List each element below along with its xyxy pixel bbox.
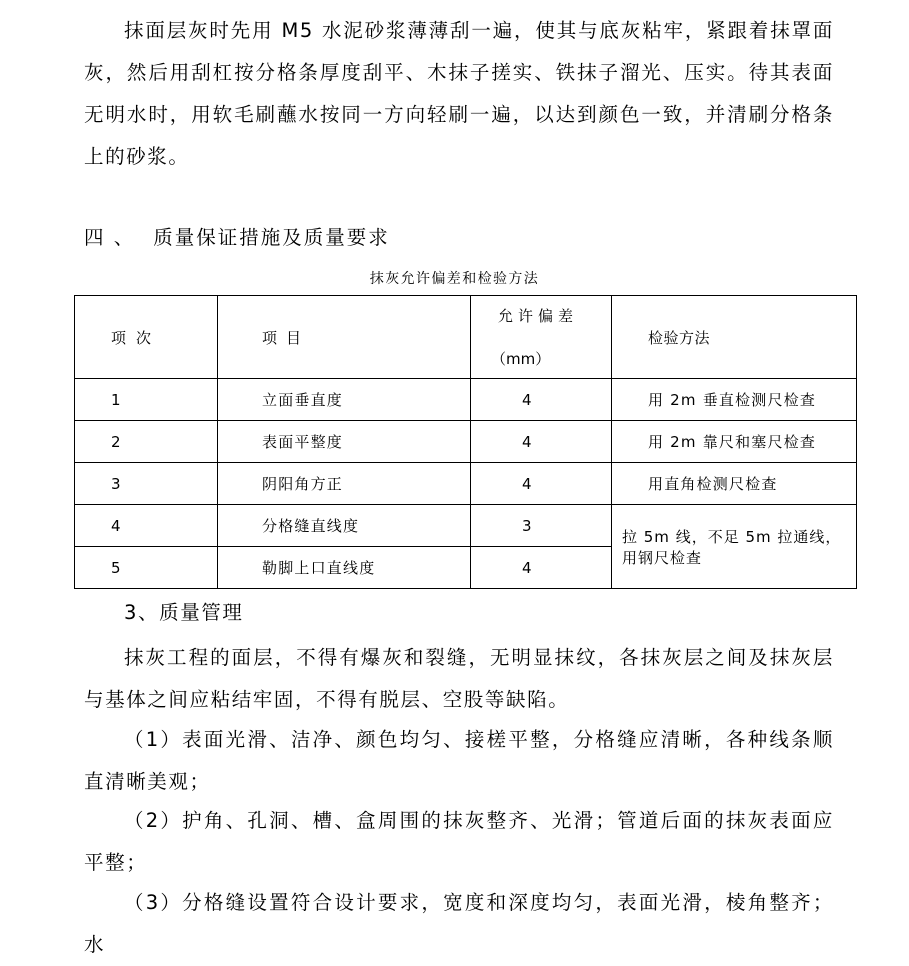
section-number: 四 、 — [84, 226, 136, 249]
row-no: 5 — [75, 547, 218, 589]
row-item: 阴阳角方正 — [218, 463, 471, 505]
row-method: 用 2m 垂直检测尺检查 — [612, 379, 857, 421]
table-row — [75, 505, 857, 547]
row-item: 分格缝直线度 — [218, 505, 471, 547]
table-header-row — [75, 296, 857, 379]
row-deviation: 4 — [471, 547, 612, 589]
row-deviation: 4 — [471, 379, 612, 421]
table-row — [75, 379, 857, 421]
header-deviation-unit: （mm） — [491, 350, 551, 368]
row-method: 用 2m 靠尺和塞尺检查 — [612, 421, 857, 463]
tolerance-table — [74, 295, 857, 589]
table-row — [75, 421, 857, 463]
header-item: 项目 — [218, 296, 471, 379]
row-deviation: 4 — [471, 463, 612, 505]
row-no: 1 — [75, 379, 218, 421]
row-item: 表面平整度 — [218, 421, 471, 463]
quality-item-3: （3）分格缝设置符合设计要求，宽度和深度均匀，表面光滑，棱角整齐；水 — [84, 891, 834, 956]
quality-item-2: （2）护角、孔洞、槽、盒周围的抹灰整齐、光滑；管道后面的抹灰表面应平整； — [84, 809, 834, 874]
header-method: 检验方法 — [612, 296, 857, 379]
section-heading — [84, 222, 390, 254]
header-item-no: 项次 — [75, 296, 218, 379]
section-title: 质量保证措施及质量要求 — [153, 226, 390, 249]
quality-item-1: （1）表面光滑、洁净、颜色均匀、接槎平整，分格缝应清晰，各种线条顺直清晰美观； — [84, 728, 834, 793]
header-deviation-label: 允许偏差 — [497, 307, 578, 325]
table-row — [75, 463, 857, 505]
row-deviation: 4 — [471, 421, 612, 463]
subsection-heading: 3、质量管理 — [124, 601, 244, 624]
row-item: 勒脚上口直线度 — [218, 547, 471, 589]
row-no: 4 — [75, 505, 218, 547]
header-deviation — [471, 296, 612, 379]
row-item: 立面垂直度 — [218, 379, 471, 421]
row-method-merged: 拉 5m 线，不足 5m 拉通线，用钢尺检查 — [612, 505, 857, 589]
quality-paragraph: 抹灰工程的面层，不得有爆灰和裂缝，无明显抹纹，各抹灰层之间及抹灰层与基体之间应粘结牢固，不得有脱层、空股等缺陷。 — [84, 646, 834, 711]
row-deviation: 3 — [471, 505, 612, 547]
row-method: 用直角检测尺检查 — [612, 463, 857, 505]
row-no: 2 — [75, 421, 218, 463]
table-caption: 抹灰允许偏差和检验方法 — [369, 271, 540, 287]
row-no: 3 — [75, 463, 218, 505]
intro-paragraph: 抹面层灰时先用 M5 水泥砂浆薄薄刮一遍，使其与底灰粘牢，紧跟着抹罩面灰，然后用刮杠按分格条厚度刮平、木抹子搓实、铁抹子溜光、压实。待其表面无明水时，用软毛刷蘸水按同一方向轻刷一遍，以达到颜色一致，并清刷分格条上的砂浆。 — [84, 19, 834, 168]
